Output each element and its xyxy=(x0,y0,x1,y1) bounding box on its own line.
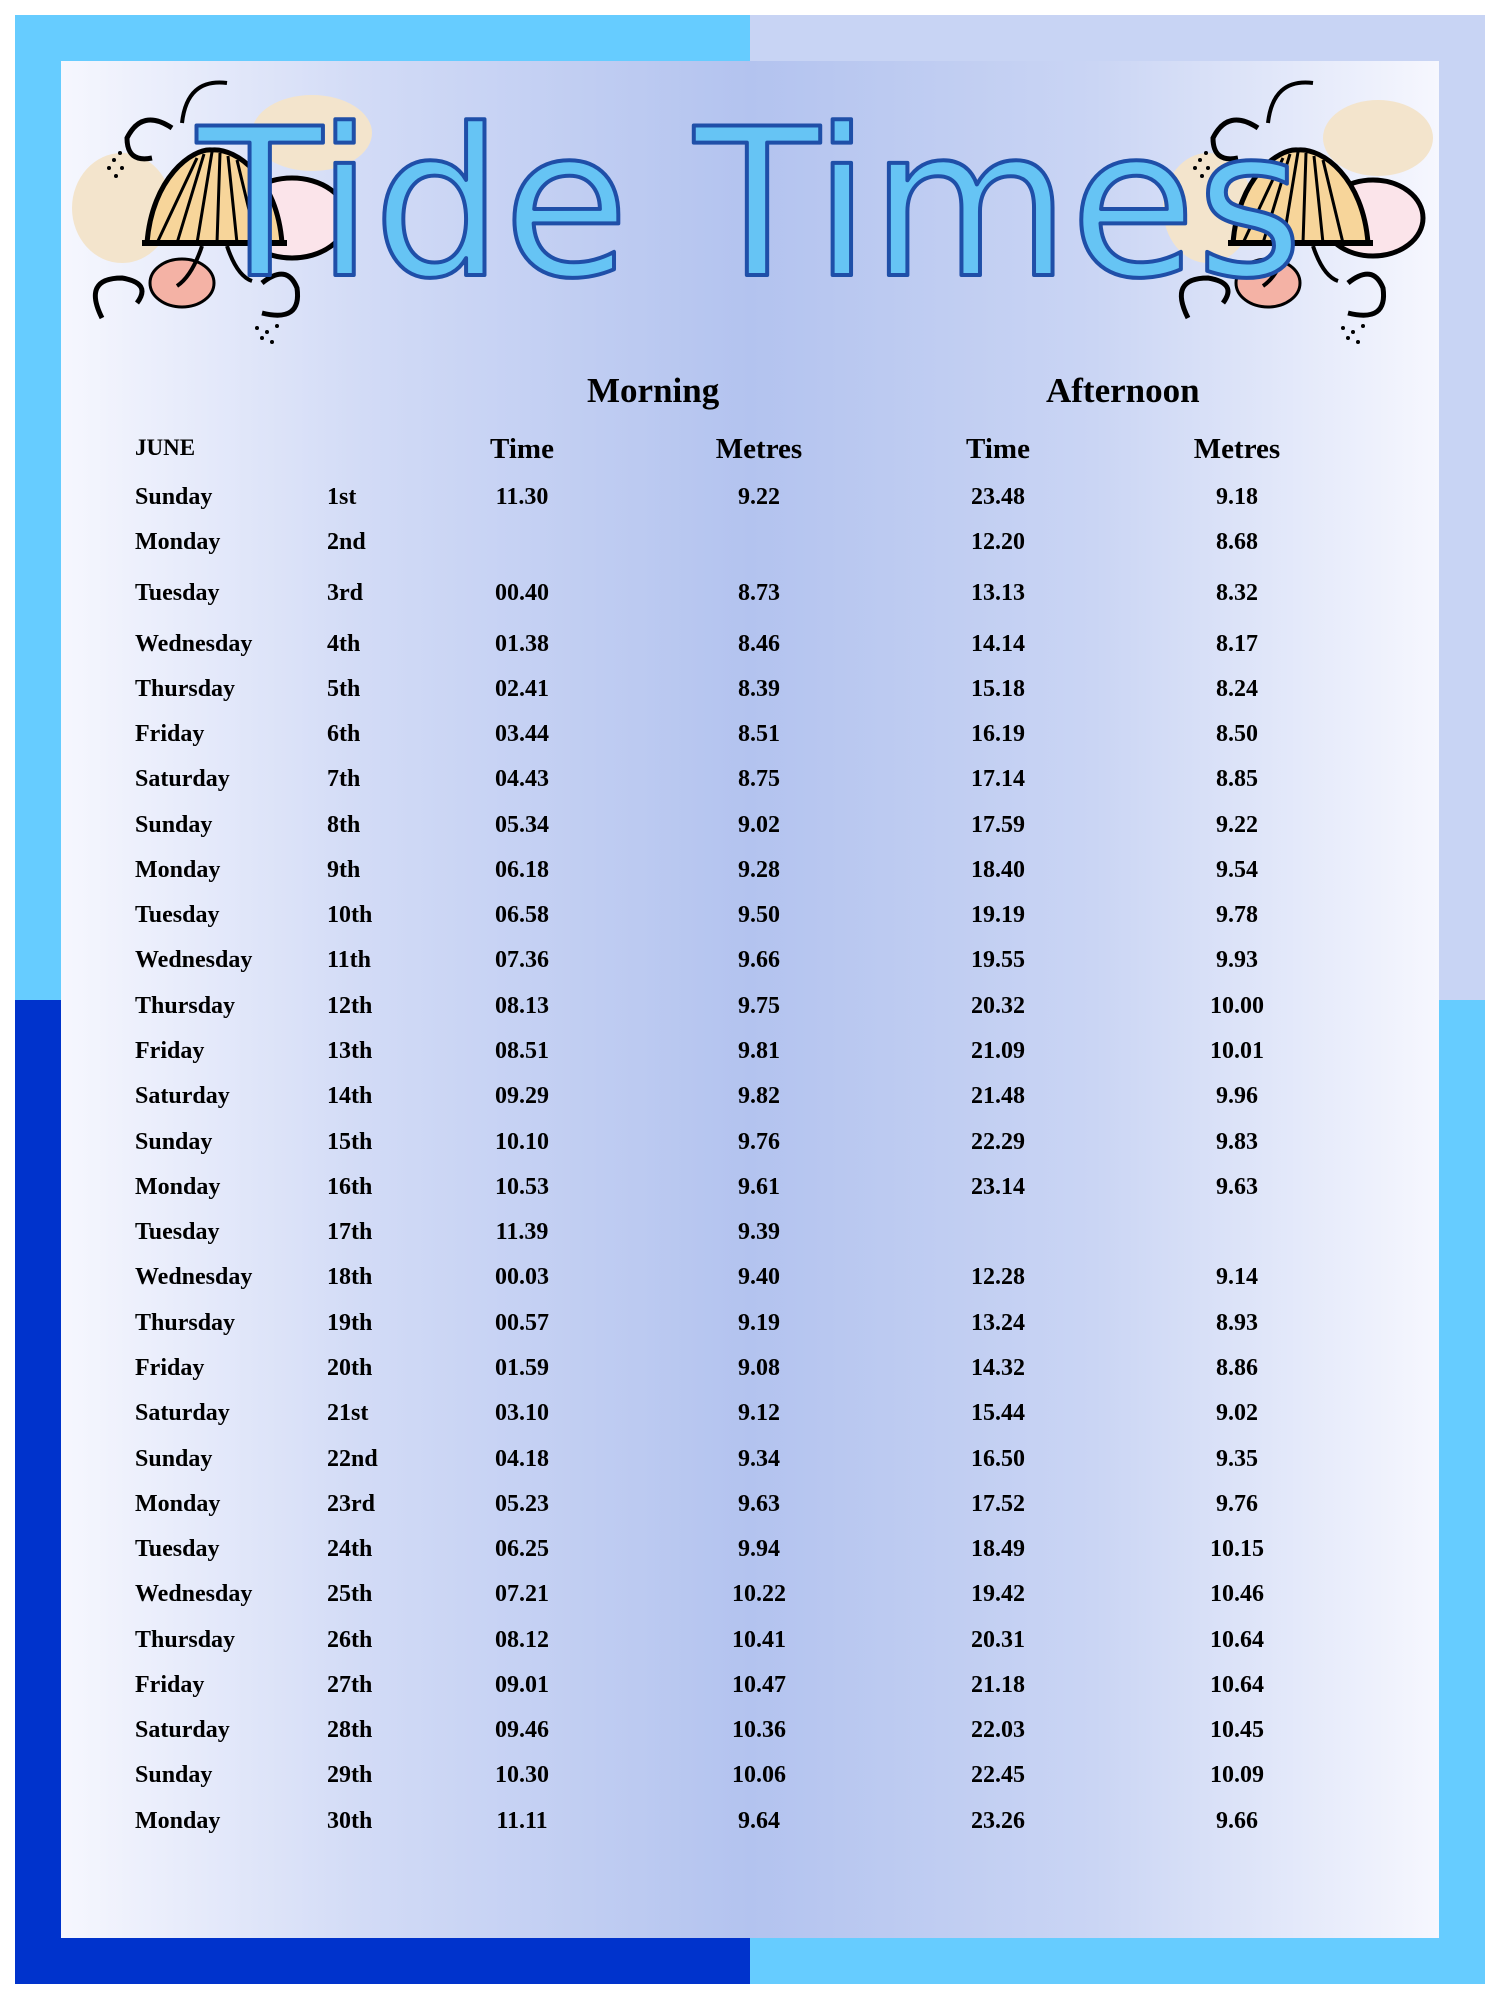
morning-time-cell: 06.25 xyxy=(495,1536,549,1562)
date-cell: 29th xyxy=(327,1762,373,1788)
group-header-morning: Morning xyxy=(587,371,720,410)
afternoon-metres-cell: 9.66 xyxy=(1216,1808,1258,1834)
afternoon-metres-cell: 10.09 xyxy=(1210,1762,1264,1788)
afternoon-time-cell: 12.20 xyxy=(971,529,1025,555)
afternoon-metres-cell: 9.93 xyxy=(1216,947,1258,973)
day-cell: Sunday xyxy=(135,812,213,838)
day-cell: Monday xyxy=(135,529,221,555)
afternoon-time-cell: 21.48 xyxy=(971,1083,1025,1109)
day-cell: Sunday xyxy=(135,484,213,510)
month-label: JUNE xyxy=(135,435,196,460)
morning-metres-cell: 10.06 xyxy=(732,1762,786,1788)
day-cell: Monday xyxy=(135,1491,221,1517)
afternoon-metres-cell: 10.64 xyxy=(1210,1627,1264,1653)
afternoon-metres-cell: 10.46 xyxy=(1210,1581,1264,1607)
afternoon-metres-cell: 10.45 xyxy=(1210,1717,1264,1743)
afternoon-metres-cell: 8.17 xyxy=(1216,631,1258,657)
morning-metres-cell: 9.19 xyxy=(738,1310,780,1336)
afternoon-metres-cell: 9.22 xyxy=(1216,812,1258,838)
date-cell: 12th xyxy=(327,993,373,1019)
afternoon-metres-cell: 10.01 xyxy=(1210,1038,1264,1064)
morning-metres-cell: 9.50 xyxy=(738,902,780,928)
morning-time-cell: 01.38 xyxy=(495,631,549,657)
date-cell: 23rd xyxy=(327,1491,375,1517)
afternoon-time-cell: 23.48 xyxy=(971,484,1025,510)
morning-metres-cell: 8.73 xyxy=(738,580,780,606)
morning-time-cell: 11.39 xyxy=(495,1219,549,1245)
morning-time-cell: 11.11 xyxy=(496,1808,548,1834)
morning-metres-cell: 9.34 xyxy=(738,1446,780,1472)
afternoon-metres-cell: 10.00 xyxy=(1210,993,1264,1019)
afternoon-time-cell: 16.50 xyxy=(971,1446,1025,1472)
afternoon-metres-cell: 10.15 xyxy=(1210,1536,1264,1562)
afternoon-time-cell: 23.14 xyxy=(971,1174,1025,1200)
afternoon-metres-cell: 9.76 xyxy=(1216,1491,1258,1517)
afternoon-time-cell: 13.24 xyxy=(971,1310,1025,1336)
afternoon-time-cell: 18.40 xyxy=(971,857,1025,883)
day-cell: Friday xyxy=(135,1038,205,1064)
morning-time-cell: 07.36 xyxy=(495,947,549,973)
morning-time-cell: 00.03 xyxy=(495,1264,549,1290)
day-cell: Tuesday xyxy=(135,580,220,606)
afternoon-time-cell: 18.49 xyxy=(971,1536,1025,1562)
morning-time-cell: 09.46 xyxy=(495,1717,549,1743)
date-cell: 16th xyxy=(327,1174,373,1200)
day-cell: Monday xyxy=(135,1808,221,1834)
date-cell: 22nd xyxy=(327,1446,378,1472)
afternoon-time-cell: 12.28 xyxy=(971,1264,1025,1290)
morning-metres-cell: 9.66 xyxy=(738,947,780,973)
morning-metres-cell: 9.39 xyxy=(738,1219,780,1245)
morning-metres-cell: 9.40 xyxy=(738,1264,780,1290)
afternoon-time-cell: 19.55 xyxy=(971,947,1025,973)
morning-time-cell: 05.34 xyxy=(495,812,549,838)
day-cell: Sunday xyxy=(135,1129,213,1155)
date-cell: 2nd xyxy=(327,529,366,555)
afternoon-time-cell: 13.13 xyxy=(971,580,1025,606)
date-cell: 17th xyxy=(327,1219,373,1245)
day-cell: Saturday xyxy=(135,766,230,792)
day-cell: Saturday xyxy=(135,1400,230,1426)
day-cell: Wednesday xyxy=(135,947,253,973)
date-cell: 21st xyxy=(327,1400,369,1426)
morning-time-cell: 00.57 xyxy=(495,1310,549,1336)
date-cell: 13th xyxy=(327,1038,373,1064)
date-cell: 27th xyxy=(327,1672,373,1698)
afternoon-metres-cell: 8.68 xyxy=(1216,529,1258,555)
afternoon-metres-cell: 8.85 xyxy=(1216,766,1258,792)
date-cell: 19th xyxy=(327,1310,373,1336)
morning-metres-cell: 9.63 xyxy=(738,1491,780,1517)
afternoon-time-cell: 14.32 xyxy=(971,1355,1025,1381)
morning-metres-cell: 9.61 xyxy=(738,1174,780,1200)
afternoon-time-cell: 17.14 xyxy=(971,766,1025,792)
morning-metres-cell: 9.28 xyxy=(738,857,780,883)
morning-time-cell: 10.30 xyxy=(495,1762,549,1788)
day-cell: Sunday xyxy=(135,1762,213,1788)
morning-time-cell: 04.43 xyxy=(495,766,549,792)
date-cell: 14th xyxy=(327,1083,373,1109)
afternoon-metres-cell: 10.64 xyxy=(1210,1672,1264,1698)
date-cell: 5th xyxy=(327,676,361,702)
afternoon-time-cell: 20.32 xyxy=(971,993,1025,1019)
afternoon-metres-cell: 8.32 xyxy=(1216,580,1258,606)
morning-time-cell: 00.40 xyxy=(495,580,549,606)
day-cell: Thursday xyxy=(135,993,236,1019)
day-cell: Wednesday xyxy=(135,631,253,657)
title-text: Tide Times xyxy=(197,86,1303,324)
afternoon-time-cell: 22.29 xyxy=(971,1129,1025,1155)
morning-time-cell: 06.58 xyxy=(495,902,549,928)
date-cell: 7th xyxy=(327,766,361,792)
day-cell: Thursday xyxy=(135,676,236,702)
morning-time-cell: 08.13 xyxy=(495,993,549,1019)
morning-time-cell: 10.53 xyxy=(495,1174,549,1200)
day-cell: Wednesday xyxy=(135,1264,253,1290)
date-cell: 15th xyxy=(327,1129,373,1155)
morning-metres-cell: 9.81 xyxy=(738,1038,780,1064)
afternoon-time-cell: 16.19 xyxy=(971,721,1025,747)
afternoon-metres-cell: 9.14 xyxy=(1216,1264,1258,1290)
afternoon-time-cell: 15.18 xyxy=(971,676,1025,702)
afternoon-time-cell: 17.59 xyxy=(971,812,1025,838)
date-cell: 1st xyxy=(327,484,357,510)
morning-metres-cell: 9.75 xyxy=(738,993,780,1019)
day-cell: Friday xyxy=(135,1355,205,1381)
column-header-afternoon-metres: Metres xyxy=(1193,433,1281,465)
afternoon-metres-cell: 8.50 xyxy=(1216,721,1258,747)
morning-time-cell: 03.10 xyxy=(495,1400,549,1426)
afternoon-metres-cell: 9.54 xyxy=(1216,857,1258,883)
date-cell: 3rd xyxy=(327,580,363,606)
morning-metres-cell: 9.64 xyxy=(738,1808,780,1834)
morning-metres-cell: 8.39 xyxy=(738,676,780,702)
date-cell: 18th xyxy=(327,1264,373,1290)
date-cell: 28th xyxy=(327,1717,373,1743)
column-header-morning-time: Time xyxy=(490,433,554,465)
morning-metres-cell: 8.75 xyxy=(738,766,780,792)
date-cell: 20th xyxy=(327,1355,373,1381)
afternoon-time-cell: 21.09 xyxy=(971,1038,1025,1064)
morning-metres-cell: 9.22 xyxy=(738,484,780,510)
afternoon-metres-cell: 9.02 xyxy=(1216,1400,1258,1426)
morning-time-cell: 03.44 xyxy=(495,721,549,747)
date-cell: 10th xyxy=(327,902,373,928)
date-cell: 4th xyxy=(327,631,361,657)
morning-time-cell: 02.41 xyxy=(495,676,549,702)
group-header-afternoon: Afternoon xyxy=(1046,371,1200,410)
morning-metres-cell: 9.02 xyxy=(738,812,780,838)
morning-metres-cell: 8.51 xyxy=(738,721,780,747)
afternoon-metres-cell: 8.86 xyxy=(1216,1355,1258,1381)
morning-metres-cell: 9.08 xyxy=(738,1355,780,1381)
afternoon-metres-cell: 9.18 xyxy=(1216,484,1258,510)
day-cell: Monday xyxy=(135,857,221,883)
morning-metres-cell: 10.36 xyxy=(732,1717,786,1743)
morning-time-cell: 09.01 xyxy=(495,1672,549,1698)
day-cell: Thursday xyxy=(135,1310,236,1336)
morning-time-cell: 01.59 xyxy=(495,1355,549,1381)
afternoon-time-cell: 21.18 xyxy=(971,1672,1025,1698)
day-cell: Tuesday xyxy=(135,1219,220,1245)
day-cell: Saturday xyxy=(135,1083,230,1109)
afternoon-time-cell: 23.26 xyxy=(971,1808,1025,1834)
date-cell: 6th xyxy=(327,721,361,747)
page-title xyxy=(197,70,1303,324)
morning-metres-cell: 10.47 xyxy=(732,1672,786,1698)
day-cell: Sunday xyxy=(135,1446,213,1472)
day-cell: Friday xyxy=(135,721,205,747)
column-header-afternoon-time: Time xyxy=(966,433,1030,465)
morning-time-cell: 04.18 xyxy=(495,1446,549,1472)
afternoon-time-cell: 19.42 xyxy=(971,1581,1025,1607)
morning-metres-cell: 9.76 xyxy=(738,1129,780,1155)
day-cell: Thursday xyxy=(135,1627,236,1653)
morning-time-cell: 07.21 xyxy=(495,1581,549,1607)
morning-metres-cell: 10.41 xyxy=(732,1627,786,1653)
morning-metres-cell: 9.82 xyxy=(738,1083,780,1109)
date-cell: 30th xyxy=(327,1808,373,1834)
morning-time-cell: 09.29 xyxy=(495,1083,549,1109)
day-cell: Wednesday xyxy=(135,1581,253,1607)
afternoon-metres-cell: 8.24 xyxy=(1216,676,1258,702)
afternoon-time-cell: 19.19 xyxy=(971,902,1025,928)
afternoon-metres-cell: 9.83 xyxy=(1216,1129,1258,1155)
morning-time-cell: 05.23 xyxy=(495,1491,549,1517)
morning-time-cell: 08.51 xyxy=(495,1038,549,1064)
date-cell: 9th xyxy=(327,857,361,883)
date-cell: 24th xyxy=(327,1536,373,1562)
date-cell: 11th xyxy=(327,947,372,973)
afternoon-time-cell: 22.03 xyxy=(971,1717,1025,1743)
day-cell: Friday xyxy=(135,1672,205,1698)
morning-metres-cell: 9.94 xyxy=(738,1536,780,1562)
morning-metres-cell: 10.22 xyxy=(732,1581,786,1607)
morning-metres-cell: 8.46 xyxy=(738,631,780,657)
afternoon-metres-cell: 9.35 xyxy=(1216,1446,1258,1472)
morning-time-cell: 10.10 xyxy=(495,1129,549,1155)
afternoon-time-cell: 22.45 xyxy=(971,1762,1025,1788)
morning-time-cell: 08.12 xyxy=(495,1627,549,1653)
afternoon-metres-cell: 9.78 xyxy=(1216,902,1258,928)
morning-time-cell: 11.30 xyxy=(495,484,549,510)
day-cell: Tuesday xyxy=(135,902,220,928)
afternoon-metres-cell: 8.93 xyxy=(1216,1310,1258,1336)
morning-time-cell: 06.18 xyxy=(495,857,549,883)
day-cell: Monday xyxy=(135,1174,221,1200)
morning-metres-cell: 9.12 xyxy=(738,1400,780,1426)
afternoon-metres-cell: 9.63 xyxy=(1216,1174,1258,1200)
afternoon-time-cell: 20.31 xyxy=(971,1627,1025,1653)
date-cell: 26th xyxy=(327,1627,373,1653)
afternoon-time-cell: 17.52 xyxy=(971,1491,1025,1517)
date-cell: 25th xyxy=(327,1581,373,1607)
day-cell: Tuesday xyxy=(135,1536,220,1562)
day-cell: Saturday xyxy=(135,1717,230,1743)
date-cell: 8th xyxy=(327,812,361,838)
afternoon-time-cell: 15.44 xyxy=(971,1400,1025,1426)
column-header-morning-metres: Metres xyxy=(715,433,803,465)
afternoon-time-cell: 14.14 xyxy=(971,631,1025,657)
afternoon-metres-cell: 9.96 xyxy=(1216,1083,1258,1109)
